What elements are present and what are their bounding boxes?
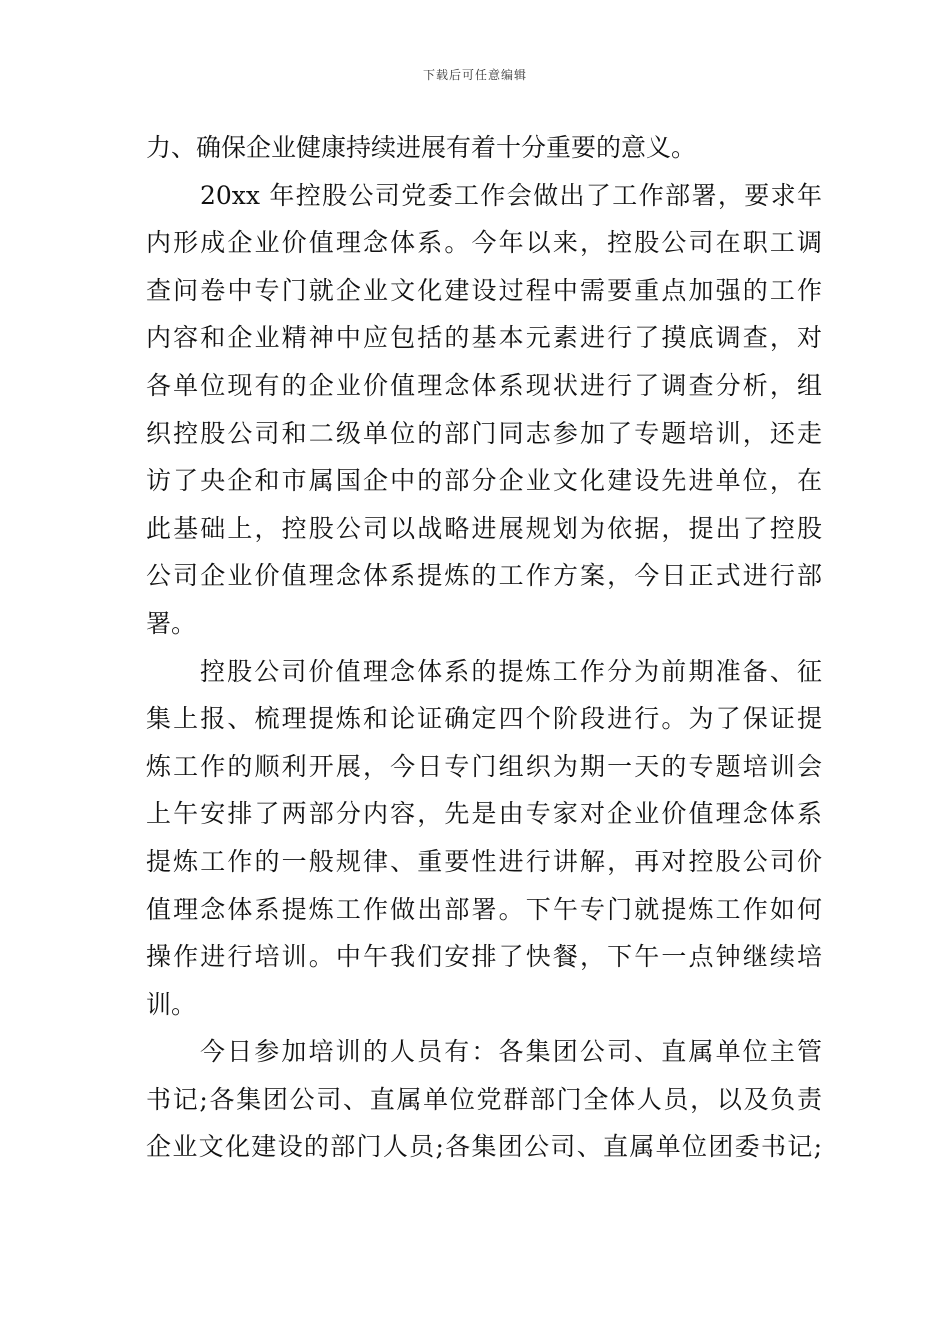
text-line: 企业文化建设的部门人员;各集团公司、直属单位团委书记;	[146, 1132, 822, 1162]
text-line: 训。	[146, 989, 197, 1019]
text-line: 织控股公司和二级单位的部门同志参加了专题培训，还走	[146, 418, 822, 448]
text-line: 值理念体系提炼工作做出部署。下午专门就提炼工作如何	[146, 894, 822, 924]
text-line: 控股公司价值理念体系的提炼工作分为前期准备、征	[200, 656, 822, 686]
text-line: 访了央企和市属国企中的部分企业文化建设先进单位，在	[146, 466, 822, 496]
text-line: 查问卷中专门就企业文化建设过程中需要重点加强的工作	[146, 275, 822, 305]
document-body	[146, 124, 822, 1171]
text-line: 内形成企业价值理念体系。今年以来，控股公司在职工调	[146, 228, 822, 258]
paragraph-1	[146, 124, 822, 172]
text-line: 公司企业价值理念体系提炼的工作方案，今日正式进行部	[146, 561, 822, 591]
text-line: 上午安排了两部分内容，先是由专家对企业价值理念体系	[146, 799, 822, 829]
text-line: 此基础上，控股公司以战略进展规划为依据，提出了控股	[146, 513, 822, 543]
text-line: 力、确保企业健康持续进展有着十分重要的意义。	[146, 133, 697, 162]
text-line: 今日参加培训的人员有：各集团公司、直属单位主管	[200, 1037, 822, 1067]
page-header: 下载后可任意编辑	[422, 68, 527, 82]
text-line: 提炼工作的一般规律、重要性进行讲解，再对控股公司价	[146, 846, 822, 876]
paragraph-3	[146, 648, 822, 1029]
text-line: 20xx 年控股公司党委工作会做出了工作部署，要求年	[200, 180, 822, 210]
text-line: 书记;各集团公司、直属单位党群部门全体人员，以及负责	[146, 1084, 822, 1114]
paragraph-4	[146, 1028, 822, 1171]
text-line: 操作进行培训。中午我们安排了快餐，下午一点钟继续培	[146, 942, 822, 972]
text-line: 署。	[146, 608, 197, 638]
text-line: 炼工作的顺利开展，今日专门组织为期一天的专题培训会	[146, 751, 822, 781]
text-line: 各单位现有的企业价值理念体系现状进行了调查分析，组	[146, 370, 822, 400]
paragraph-2	[146, 172, 822, 648]
text-line: 内容和企业精神中应包括的基本元素进行了摸底调查，对	[146, 323, 822, 353]
text-line: 集上报、梳理提炼和论证确定四个阶段进行。为了保证提	[146, 704, 822, 734]
